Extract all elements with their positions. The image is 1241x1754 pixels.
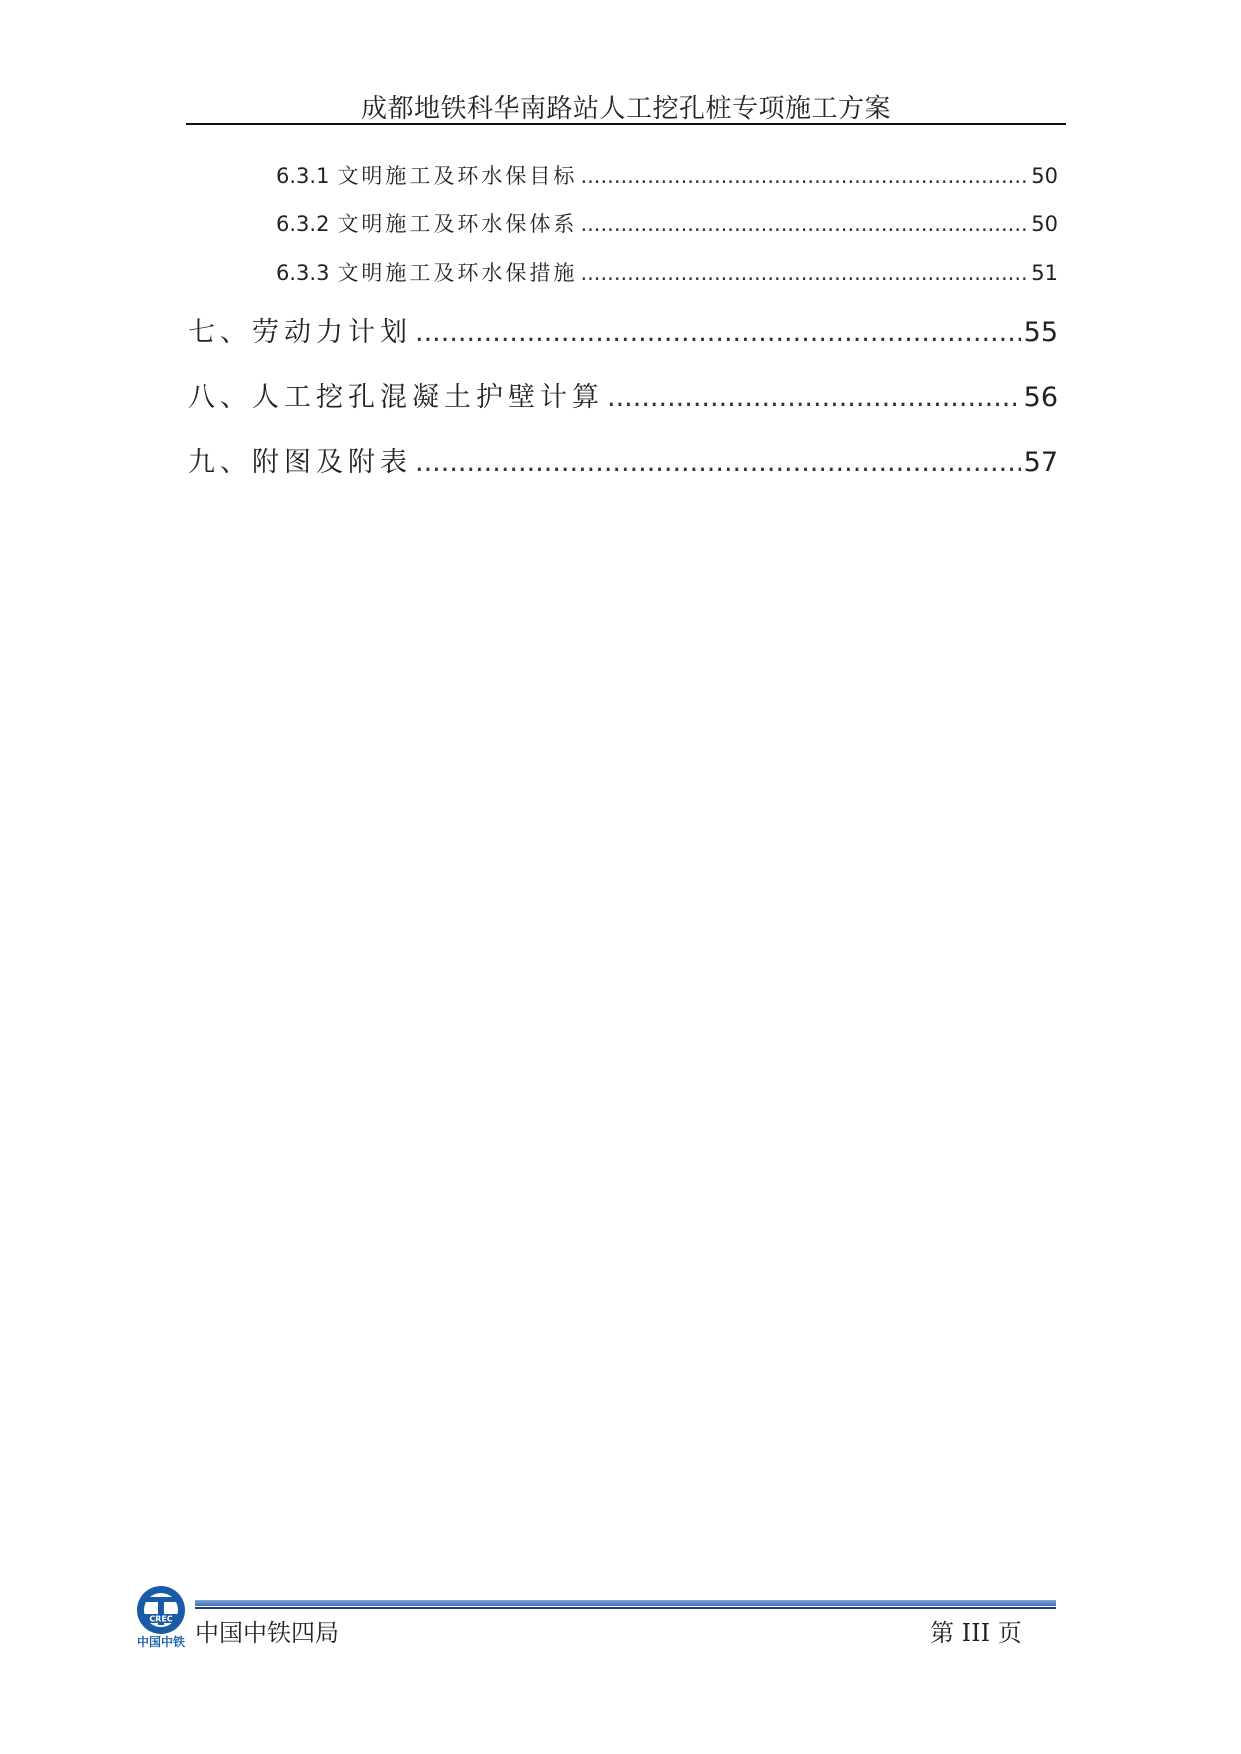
- toc-entry-6-3-3[interactable]: [276, 257, 1058, 287]
- toc-leader-dots: [415, 317, 1021, 348]
- footer-company-name: 中国中铁四局: [195, 1619, 339, 1647]
- toc-entry-page: 57: [1023, 447, 1058, 478]
- toc-leader-dots: [580, 261, 1028, 285]
- svg-text:CREC: CREC: [149, 1614, 173, 1624]
- toc-entry-page: 50: [1031, 164, 1058, 188]
- toc-leader-dots: [607, 382, 1021, 413]
- toc-entry-number: 6.3.3: [276, 261, 330, 285]
- toc-entry-number: 6.3.1: [276, 164, 330, 188]
- page-header-title: 成都地铁科华南路站人工挖孔桩专项施工方案: [360, 94, 891, 124]
- toc-entry-title: 文明施工及环水保措施: [337, 261, 578, 285]
- toc-entry-title: 七、劳动力计划: [188, 317, 412, 348]
- toc-leader-dots: [580, 164, 1028, 188]
- toc-entry-page: 50: [1031, 212, 1058, 236]
- crec-logo-icon: [130, 1584, 200, 1650]
- toc-entry-title: 九、附图及附表: [188, 447, 412, 478]
- toc-entry-title: 八、人工挖孔混凝土护壁计算: [188, 382, 604, 413]
- footer-page-number: 第 III 页: [930, 1619, 1022, 1647]
- toc-entry-chapter-8[interactable]: [188, 375, 1058, 413]
- logo-text: 中国中铁: [136, 1635, 186, 1649]
- footer-rule-dark: [195, 1607, 1056, 1609]
- toc-leader-dots: [415, 447, 1021, 478]
- footer-rule-blue: [195, 1600, 1056, 1606]
- toc-entry-title: 文明施工及环水保目标: [337, 164, 578, 188]
- toc-entry-page: 55: [1023, 317, 1058, 348]
- toc-entry-number: 6.3.2: [276, 212, 330, 236]
- toc-leader-dots: [580, 212, 1028, 236]
- toc-entry-page: 56: [1023, 382, 1058, 413]
- toc-entry-chapter-9[interactable]: [188, 440, 1058, 478]
- header-rule: [186, 123, 1066, 125]
- toc-entry-page: 51: [1031, 261, 1058, 285]
- toc-entry-6-3-2[interactable]: [276, 208, 1058, 238]
- toc-entry-chapter-7[interactable]: [188, 310, 1058, 348]
- toc-entry-6-3-1[interactable]: [276, 160, 1058, 190]
- toc-entry-title: 文明施工及环水保体系: [337, 212, 578, 236]
